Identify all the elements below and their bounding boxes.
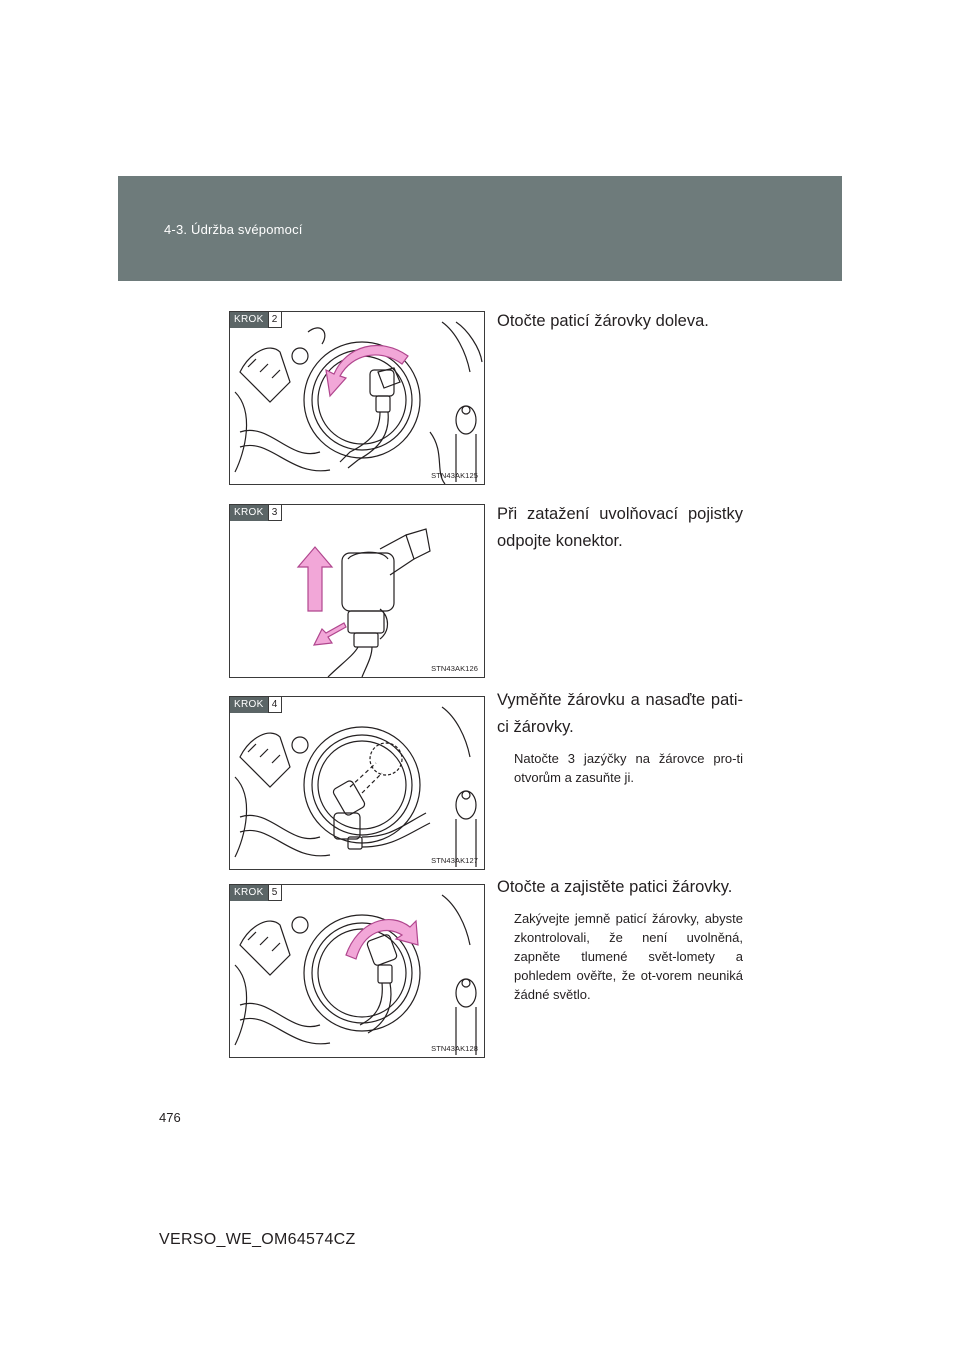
step-figure-2 [229, 311, 485, 485]
bulb-replace-illustration [230, 697, 485, 870]
step-figure-4 [229, 696, 485, 870]
document-code: VERSO_WE_OM64574CZ [159, 1231, 356, 1248]
step-badge [230, 885, 282, 901]
step-instruction: Otočte a zajistěte patici žárovky. [497, 878, 733, 896]
figure-code: STN43AK128 [431, 1044, 478, 1053]
header-band [118, 176, 842, 281]
section-title: 4-3. Údržba svépomocí [164, 222, 303, 237]
step-badge [230, 505, 282, 521]
step-badge-number: 4 [268, 697, 282, 713]
figure-code: STN43AK126 [431, 664, 478, 673]
step-instruction: Otočte paticí žárovky doleva. [497, 312, 709, 330]
step-badge-number: 5 [268, 885, 282, 901]
step-figure-3 [229, 504, 485, 678]
step-badge-number: 3 [268, 505, 282, 521]
step-badge-label: KROK [230, 505, 268, 521]
step-text-5 [497, 874, 743, 1004]
step-instruction: Při zatažení uvolňovací pojistky odpojte konektor. [497, 505, 743, 550]
bulb-rotate-left-illustration [230, 312, 485, 485]
step-badge-number: 2 [268, 312, 282, 328]
step-text-2 [497, 308, 743, 335]
step-badge [230, 312, 282, 328]
step-instruction: Vyměňte žárovku a nasaďte pati-ci žárovky. [497, 691, 743, 736]
step-figure-5 [229, 884, 485, 1058]
figure-code: STN43AK125 [431, 471, 478, 480]
step-badge-label: KROK [230, 312, 268, 328]
step-note: Zakývejte jemně paticí žárovky, abyste zkontrolovali, že není uvolněná, zapněte tlumené svět-lomety a pohledem ověřte, že ot-vorem neuniká žádné světlo. [514, 911, 743, 1002]
connector-disconnect-illustration [230, 505, 485, 678]
bulb-rotate-right-illustration [230, 885, 485, 1058]
step-badge-label: KROK [230, 885, 268, 901]
step-note: Natočte 3 jazýčky na žárovce pro-ti otvorům a zasuňte ji. [514, 751, 743, 785]
step-badge-label: KROK [230, 697, 268, 713]
step-badge [230, 697, 282, 713]
figure-code: STN43AK127 [431, 856, 478, 865]
step-text-4 [497, 687, 743, 787]
step-text-3 [497, 501, 743, 555]
page-number: 476 [159, 1110, 181, 1125]
